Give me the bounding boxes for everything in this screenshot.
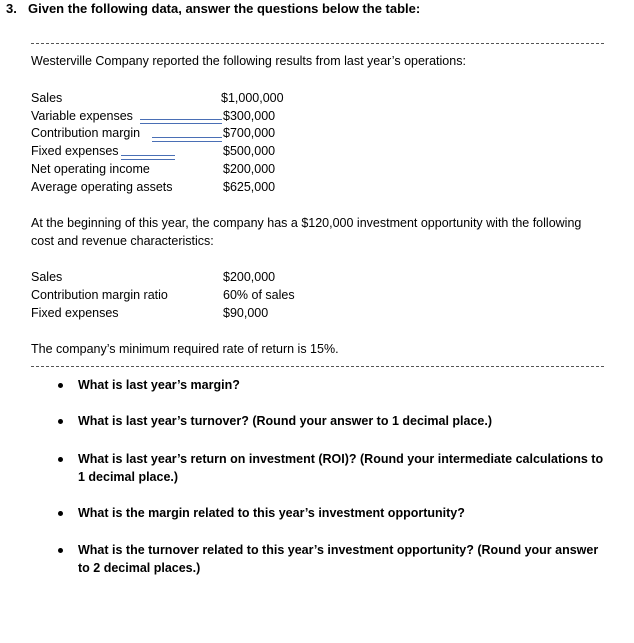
problem-number: 3.: [6, 1, 17, 16]
question-text: What is last year’s return on investment (ROI)? (Round your intermediate calculations to 1 decimal place.): [78, 452, 604, 484]
row-label: Contribution margin ratio: [31, 288, 168, 302]
double-underline: [140, 119, 222, 124]
double-underline: [152, 137, 222, 142]
bullet-icon: [58, 548, 63, 553]
bullet-icon: [58, 419, 63, 424]
row-label: Average operating assets: [31, 180, 173, 194]
question-text: What is last year’s margin?: [78, 378, 240, 392]
question-item: [58, 450, 608, 486]
row-value: $200,000: [223, 162, 276, 176]
question-item: [58, 504, 608, 522]
intro-text: Westerville Company reported the following results from last year’s operations:: [31, 54, 466, 68]
row-label: Fixed expenses: [31, 306, 119, 320]
row-value: $200,000: [223, 270, 276, 284]
bullet-icon: [58, 511, 63, 516]
question-text: What is the turnover related to this year’s investment opportunity? (Round your answer to 2 decimal places.): [78, 543, 599, 575]
bullet-icon: [58, 457, 63, 462]
row-value: $1,000,000: [221, 91, 284, 105]
row-value: $90,000: [223, 306, 269, 320]
problem-heading: [6, 1, 420, 16]
row-label: Contribution margin: [31, 126, 141, 140]
question-text: What is last year’s turnover? (Round your answer to 1 decimal place.): [78, 414, 492, 428]
opportunity-text: At the beginning of this year, the company has a $120,000 investment opportunity with the following cost and revenue characteristics:: [31, 216, 582, 248]
question-text: What is the margin related to this year’s investment opportunity?: [78, 506, 465, 520]
row-label: Sales: [31, 270, 63, 284]
question-item: [58, 376, 608, 394]
row-label: Sales: [31, 91, 63, 105]
row-label: Fixed expenses: [31, 144, 119, 158]
row-label: Variable expenses: [31, 109, 133, 123]
required-rate-text: The company’s minimum required rate of return is 15%.: [31, 342, 339, 356]
row-value: $300,000: [223, 109, 276, 123]
top-divider: [31, 43, 604, 44]
middle-divider: [31, 366, 604, 367]
row-value: 60% of sales: [223, 288, 295, 302]
row-label: Net operating income: [31, 162, 150, 176]
row-value: $700,000: [223, 126, 276, 140]
double-underline: [121, 155, 175, 160]
question-item: [58, 541, 608, 577]
row-value: $625,000: [223, 180, 276, 194]
problem-heading-text: Given the following data, answer the questions below the table:: [28, 1, 421, 16]
question-item: [58, 412, 608, 430]
row-value: $500,000: [223, 144, 276, 158]
bullet-icon: [58, 383, 63, 388]
